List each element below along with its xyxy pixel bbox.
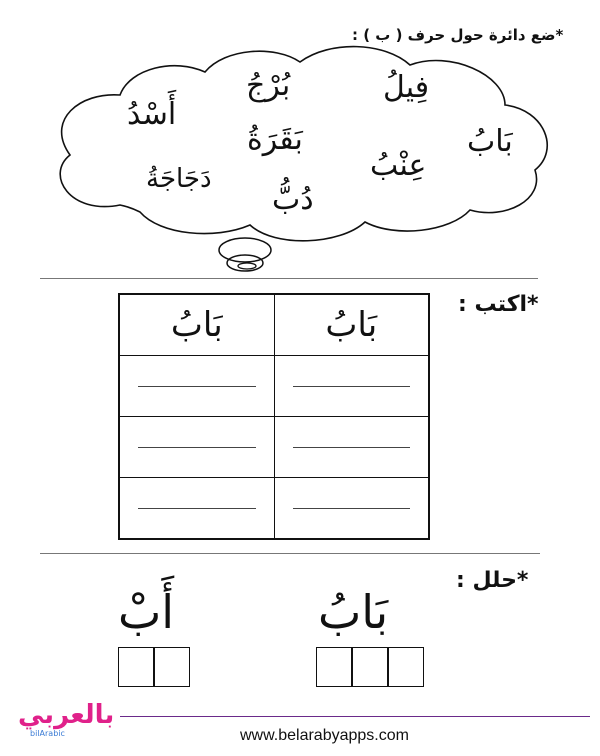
writing-line xyxy=(138,386,256,387)
letter-box[interactable] xyxy=(388,647,424,687)
writing-cell[interactable] xyxy=(119,356,274,417)
table-header-left: بَابُ xyxy=(119,294,274,356)
footer-divider xyxy=(120,716,590,717)
instruction-write: *اكتب : xyxy=(458,292,539,317)
word-1[interactable]: فِيلُ xyxy=(383,70,430,105)
analyze-word-left: أَبْ xyxy=(118,585,175,639)
writing-line xyxy=(293,386,411,387)
logo: بالعربي xyxy=(18,700,115,730)
writing-cell[interactable] xyxy=(274,478,429,540)
word-4[interactable]: بَابُ xyxy=(467,124,513,159)
website-url[interactable]: www.belarabyapps.com xyxy=(240,727,409,744)
writing-line xyxy=(293,508,411,509)
table-header-right: بَابُ xyxy=(274,294,429,356)
writing-table xyxy=(118,293,430,540)
divider-top xyxy=(40,278,538,279)
letter-box[interactable] xyxy=(352,647,388,687)
writing-cell[interactable] xyxy=(119,417,274,478)
word-3[interactable]: أَسْدُ xyxy=(127,97,177,132)
word-8[interactable]: دُبُّ xyxy=(272,182,314,217)
writing-line xyxy=(293,447,411,448)
divider-bottom xyxy=(40,553,540,554)
word-7[interactable]: دَجَاجَةُ xyxy=(146,164,212,194)
writing-cell[interactable] xyxy=(119,478,274,540)
writing-cell[interactable] xyxy=(274,356,429,417)
writing-line xyxy=(138,508,256,509)
logo-subtitle: bilArabic xyxy=(30,729,65,738)
instruction-analyze: *حلل : xyxy=(456,568,529,593)
letter-box[interactable] xyxy=(154,647,190,687)
writing-cell[interactable] xyxy=(274,417,429,478)
word-5[interactable]: بَقَرَةُ xyxy=(247,122,303,157)
instruction-circle-letter: *ضع دائرة حول حرف ( ب ) : xyxy=(352,26,564,44)
writing-line xyxy=(138,447,256,448)
analyze-word-right: بَابُ xyxy=(318,585,389,639)
word-2[interactable]: بُرْجُ xyxy=(246,68,291,103)
word-6[interactable]: عِنْبُ xyxy=(370,148,427,183)
letter-box[interactable] xyxy=(316,647,352,687)
letter-box[interactable] xyxy=(118,647,154,687)
